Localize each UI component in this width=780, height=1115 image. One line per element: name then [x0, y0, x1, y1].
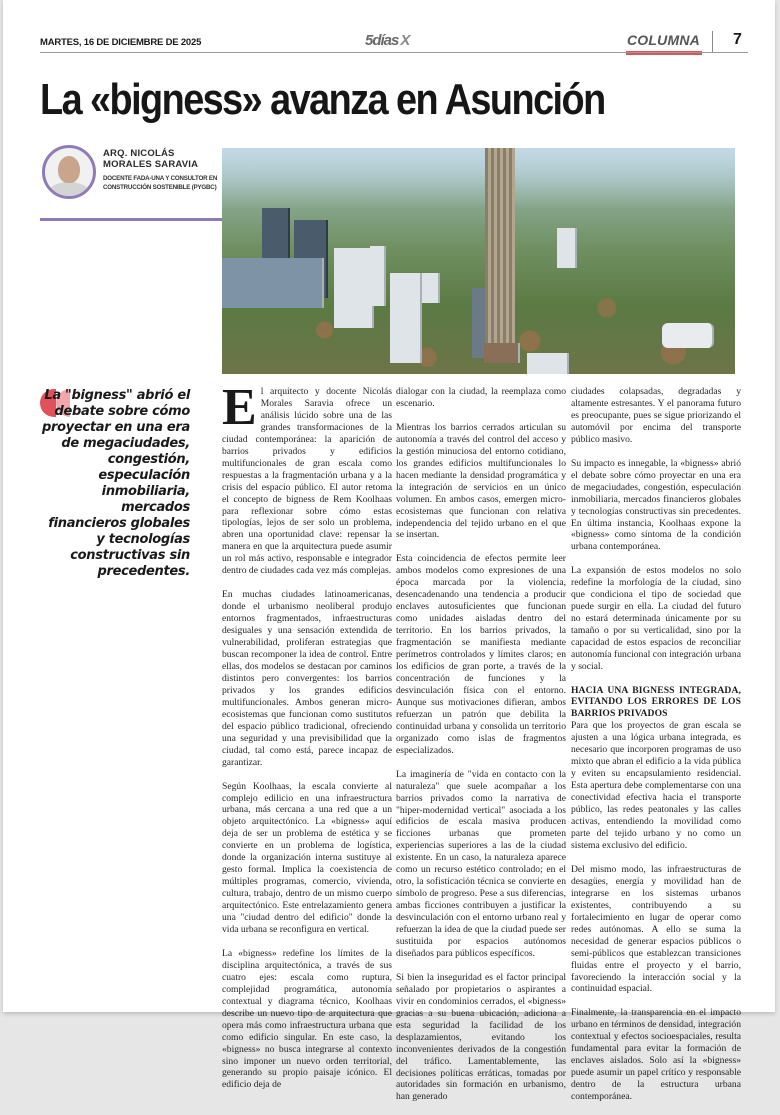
header-rule — [40, 52, 748, 53]
paragraph: ciudades colapsadas, degradadas y altamente estresantes. Y el panorama futuro es preocupante, pues se sigue priorizando el automóvil por encima del transporte público masivo. — [571, 386, 741, 445]
paragraph: Finalmente, la transparencia en el impacto urbano en términos de densidad, integración contextual y efectos socioespaciales, resulta fundamental para evitar la formación de enclaves aislados. Solo así la «bigness» puede asumir un papel crítico y responsable dentro de la estructura urbana contemporánea. — [571, 1007, 741, 1103]
drop-cap: E — [222, 379, 257, 436]
photo-building — [527, 353, 569, 374]
paragraph: La «bigness» redefine los límites de la disciplina arquitectónica, a través de sus cuatro ejes: escala como ruptura, complejidad programática, autonomía contextual y diagrama técnico, Koolhaas describe un nuevo tipo de arquitectura que opera más como infraestructura urbana que como edificio singular. En este caso, la «bigness» no busca integrarse al contexto sino imponer un nuevo orden territorial, generando su propio paisaje icónico. El edificio deja de — [222, 947, 392, 1091]
article-column-2 — [396, 386, 566, 1115]
paragraph: dialogar con la ciudad, la reemplaza como escenario. — [396, 386, 566, 409]
photo-building — [484, 343, 520, 363]
photo-building — [370, 246, 386, 306]
author-name-line1: ARQ. NICOLÁS — [103, 148, 175, 159]
author-rule — [40, 218, 222, 221]
photo-building — [222, 258, 324, 308]
author-avatar — [42, 145, 96, 199]
publication-logo — [365, 32, 409, 49]
paragraph: Mientras los barrios cerrados articulan su autonomía a través del control del acceso y la gestión minuciosa del entorno cotidiano, los grandes edificios multifuncionales lo hacen mediante la densidad programática y la integración de servicios en un único volumen. En ambos casos, emergen micro-ecosistemas que funcionan con relativa independencia del tejido urbano en el que se insertan. — [396, 421, 566, 541]
paragraph: Su impacto es innegable, la «bigness» abrió el debate sobre cómo proyectar en una era de megaciudades, congestión, especulación inmobiliaria, mercados financieros globales y tecnologías constructivas sin precedentes. En última instancia, Koolhaas expone la «bigness» como síntoma de la condición urbana contemporánea. — [571, 457, 741, 553]
author-name-line2: MORALES SARAVIA — [103, 159, 199, 170]
paragraph: Del mismo modo, las infraestructuras de desagües, energía y movilidad han de integrarse en los sistemas urbanos existentes, contribuyendo a su fortalecimiento en lugar de operar como redes autónomas. A ello se suma la necesidad de generar espacios públicos o semi-públicos que establezcan transiciones fluidas entre el proyecto y el barrio, favoreciendo la interacción social y la continuidad espacial. — [571, 863, 741, 995]
photo-building — [662, 323, 714, 348]
section-label: COLUMNA — [627, 32, 700, 48]
paragraph — [222, 379, 392, 577]
page-number: 7 — [733, 31, 742, 48]
photo-sky-haze — [222, 148, 735, 208]
paragraph-text: l arquitecto y docente Nicolás Morales Saravia ofrece un análisis lúcido sobre una de las grandes transformaciones de la ciudad contemporánea: la aparición de barrios privados y edificios multifuncionales de gran escala como respuestas a la fragmentación urbana y a la crisis del espacio público. El autor retoma el concepto de bigness de Rem Koolhaas para reflexionar sobre cómo estas tipologías, lejos de ser solo un problema, abren una oportunidad clave: repensar la manera en que la arquitectura puede asumir un rol más activo, responsable e integrador dentro de ciudades cada vez más complejas. — [222, 386, 392, 577]
article-headline: La «bigness» avanza en Asunción — [40, 75, 605, 124]
article-column-3 — [571, 386, 741, 1115]
paragraph: Si bien la inseguridad es el factor principal señalado por propietarios o aspirantes a vivir en condominios cerrados, el «bigness» gracias a su buena ubicación, adiciona a esta seguridad la facilidad de los desplazamientos, evitando los inconvenientes derivados de la congestión del tráfico. Lamentablemente, las decisiones políticas erráticas, tomadas por autoridades sin formación en urbanismo, han generado — [396, 971, 566, 1103]
paragraph: Para que los proyectos de gran escala se ajusten a una lógica urbana integrada, es necesario que incorporen programas de uso mixto que abran el edificio a la vida pública y eviten su encapsulamiento residencial. Esta apertura debe complementarse con una conectividad efectiva hacia el transporte público, las redes peatonales y las calles activas, entendiendo la movilidad como parte del tejido urbano y no como un sistema exclusivo del edificio. — [571, 720, 741, 851]
page-header — [40, 30, 748, 56]
photo-building — [334, 248, 374, 328]
photo-tall-tower — [485, 148, 515, 358]
logo-text: 5días — [365, 32, 399, 49]
paragraph: Esta coincidencia de efectos permite leer ambos modelos como expresiones de una época marcada por la violencia, desencadenando una tendencia a producir enclaves autosuficientes que funcionan como unidades aisladas dentro del territorio. En los barrios privados, la fragmentación se manifiesta mediante perímetros controlados y límites claros; en los edificios de gran porte, a través de la concentración de funciones y la desvinculación física con el entorno. Aunque sus motivaciones difieran, ambos refuerzan un patrón que debilita la continuidad urbana y consolida un territorio organizado como islas de fragmentos especializados. — [396, 553, 566, 756]
article-column-1 — [222, 379, 392, 1103]
avatar-shirt — [49, 182, 89, 199]
paragraph: Según Koolhaas, la escala convierte al complejo edilicio en una infraestructura urbana, más cercana a una red que a un objeto arquitectónico. La «bigness» aquí deja de ser un problema de estética y se convierte en un problema de logística, donde la organización interna sustituye al gesto formal. Implica la coexistencia de múltiples programas, comercio, vivienda, cultura, trabajo, dentro de un mismo cuerpo arquitectónico. Este entrelazamiento genera una "ciudad dentro del edificio" donde la vida urbana se reconfigura en vertical. — [222, 780, 392, 935]
header-divider — [712, 31, 713, 52]
paragraph: La imaginería de "vida en contacto con la naturaleza" que suele acompañar a los barrios privados como la narrativa de "hiper-modernidad vertical" asociada a los edificios de escala masiva producen ficciones urbanas que prometen experiencias superiores a las de la ciudad existente. En un caso, la naturaleza aparece como un recurso estético controlado; en el otro, la sofisticación técnica se convierte en símbolo de progreso. Pese a sus diferencias, ambas ficciones contribuyen a justificar la desvinculación con el entorno urbano real y refuerzan la idea de que la ciudad puede ser sustituida por espacios autónomos diseñados para públicos específicos. — [396, 768, 566, 959]
logo-suffix: X — [400, 32, 410, 49]
photo-building — [422, 273, 440, 303]
author-bio: DOCENTE FADA-UNA Y CONSULTOR EN CONSTRUCCIÓN SOSTENIBLE (PYGBC) — [103, 175, 218, 191]
photo-building — [390, 273, 422, 363]
section-subheading: HACIA UNA BIGNESS INTEGRADA, EVITANDO LOS ERRORES DE LOS BARRIOS PRIVADOS — [571, 684, 741, 719]
author-name — [103, 148, 223, 170]
avatar-head — [58, 156, 80, 183]
paragraph: La expansión de estos modelos no solo redefine la morfología de la ciudad, sino que condiciona el tipo de sociedad que puede surgir en ella. La ciudad del futuro no estará determinada únicamente por su tamaño o por su verticalidad, sino por la capacidad de estos espacios de reconciliar autonomía funcional con integración urbana y social. — [571, 565, 741, 673]
paragraph: En muchas ciudades latinoamericanas, donde el urbanismo neoliberal produjo entornos fragmentados, infraestructuras desiguales y una sensación extendida de vulnerabilidad, proliferan estrategias que buscan recomponer la idea de control. Entre ellas, dos modelos se destacan por caminos distintos pero convergentes: los barrios privados y los grandes edificios multifuncionales. Ambos generan micro-ecosistemas que funcionan como sustitutos del espacio público tradicional, ofreciendo una seguridad y una previsibilidad que la ciudad, tal como está, parece incapaz de garantizar. — [222, 589, 392, 768]
pull-quote-text: La "bigness" abrió el debate sobre cómo proyectar en una era de megaciudades, congestión, especulación inmobiliaria, mercados financieros globales y tecnologías constructivas sin precedentes. — [42, 388, 190, 579]
photo-building — [557, 228, 577, 268]
article-photo — [222, 148, 735, 374]
issue-date: MARTES, 16 DE DICIEMBRE DE 2025 — [40, 37, 202, 48]
newspaper-page — [3, 0, 775, 1103]
